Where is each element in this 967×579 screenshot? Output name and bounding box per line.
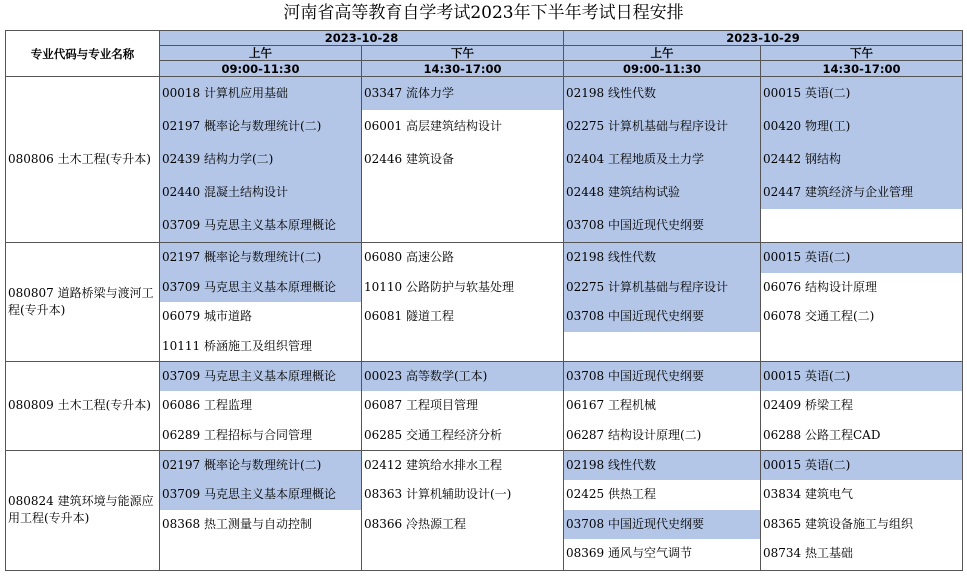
- exam-course-entry: 06087 工程项目管理: [364, 398, 478, 413]
- exam-course-entry: 08369 通风与空气调节: [566, 546, 692, 561]
- major-name-cell: 080809 土木工程(专升本): [6, 362, 160, 451]
- exam-course-entry: 02409 桥梁工程: [763, 398, 853, 413]
- session-time: 09:00-11:30: [564, 61, 761, 77]
- session-header: 下午: [362, 46, 564, 61]
- exam-course-entry: 03709 马克思主义基本原理概论: [160, 480, 361, 510]
- date-header: 2023-10-28: [160, 31, 564, 46]
- exam-course-entry: 06001 高层建筑结构设计: [364, 119, 502, 133]
- exam-course-entry: 02275 计算机基础与程序设计: [564, 110, 760, 143]
- session-time: 09:00-11:30: [160, 61, 362, 77]
- exam-course-entry: 02197 概率论与数理统计(二): [160, 451, 361, 481]
- exam-course-entry: 03709 马克思主义基本原理概论: [160, 362, 361, 391]
- exam-course-entry: 06079 城市道路: [162, 309, 252, 323]
- exam-course-entry: 08366 冷热源工程: [364, 516, 466, 531]
- exam-course-entry: 02198 线性代数: [564, 243, 760, 273]
- exam-course-entry: 02446 建筑设备: [364, 152, 454, 166]
- exam-cell: [362, 77, 564, 243]
- exam-course-entry: 03708 中国近现代史纲要: [564, 209, 760, 242]
- exam-course-entry: 06287 结构设计原理(二): [566, 427, 702, 442]
- session-header: 上午: [160, 46, 362, 61]
- exam-course-entry: 06078 交通工程(二): [763, 309, 875, 323]
- exam-schedule-table: [5, 30, 963, 571]
- exam-course-entry: 02448 建筑结构试验: [564, 176, 760, 209]
- exam-cell: [761, 362, 963, 451]
- schedule-body: [6, 77, 963, 571]
- exam-cell: [761, 450, 963, 570]
- major-column-header: 专业代码与专业名称: [6, 31, 160, 77]
- session-time: 14:30-17:00: [761, 61, 963, 77]
- exam-course-entry: 02440 混凝土结构设计: [160, 176, 361, 209]
- exam-cell: [160, 450, 362, 570]
- exam-cell: [160, 362, 362, 451]
- exam-course-entry: 06288 公路工程CAD: [763, 427, 881, 442]
- exam-cell: [761, 77, 963, 243]
- exam-course-entry: 00023 高等数学(工本): [362, 362, 563, 391]
- exam-course-entry: 03708 中国近现代史纲要: [564, 510, 760, 540]
- exam-cell: [564, 450, 761, 570]
- major-name-cell: 080807 道路桥梁与渡河工程(专升本): [6, 243, 160, 362]
- date-header: 2023-10-29: [564, 31, 963, 46]
- table-row: [6, 450, 963, 570]
- exam-course-entry: 03347 流体力学: [362, 77, 563, 110]
- exam-course-entry: 06081 隧道工程: [364, 309, 454, 323]
- exam-course-entry: 00015 英语(二): [761, 362, 962, 391]
- exam-course-entry: 03709 马克思主义基本原理概论: [160, 209, 361, 242]
- exam-course-entry: 03708 中国近现代史纲要: [564, 362, 760, 391]
- table-row: [6, 77, 963, 243]
- exam-cell: [160, 77, 362, 243]
- exam-course-entry: 02198 线性代数: [564, 77, 760, 110]
- exam-cell: [362, 243, 564, 362]
- exam-course-entry: 03708 中国近现代史纲要: [564, 302, 760, 332]
- exam-course-entry: 02447 建筑经济与企业管理: [761, 176, 962, 209]
- exam-course-entry: 02198 线性代数: [564, 451, 760, 481]
- major-name-cell: 080824 建筑环境与能源应用工程(专升本): [6, 450, 160, 570]
- exam-cell: [362, 450, 564, 570]
- exam-course-entry: 02197 概率论与数理统计(二): [160, 243, 361, 273]
- exam-course-entry: 02439 结构力学(二): [160, 143, 361, 176]
- exam-course-entry: 10110 公路防护与软基处理: [364, 279, 514, 294]
- table-row: [6, 243, 963, 362]
- exam-cell: [362, 362, 564, 451]
- table-row: [6, 362, 963, 451]
- exam-course-entry: 00015 英语(二): [761, 77, 962, 110]
- exam-course-entry: 02275 计算机基础与程序设计: [564, 273, 760, 303]
- exam-course-entry: 00420 物理(工): [761, 110, 962, 143]
- exam-course-entry: 06086 工程监理: [162, 398, 252, 413]
- exam-course-entry: 06167 工程机械: [566, 398, 656, 413]
- exam-course-entry: 06080 高速公路: [364, 250, 454, 264]
- exam-cell: [564, 243, 761, 362]
- page-title: 河南省高等教育自学考试2023年下半年考试日程安排: [283, 3, 684, 23]
- exam-course-entry: 06289 工程招标与合同管理: [162, 427, 312, 442]
- exam-course-entry: 08368 热工测量与自动控制: [162, 516, 312, 531]
- exam-cell: [564, 77, 761, 243]
- exam-course-entry: 08363 计算机辅助设计(一): [364, 487, 512, 502]
- exam-course-entry: 03709 马克思主义基本原理概论: [160, 273, 361, 303]
- exam-course-entry: 00015 英语(二): [761, 243, 962, 273]
- major-name-cell: 080806 土木工程(专升本): [6, 77, 160, 243]
- exam-course-entry: 02197 概率论与数理统计(二): [160, 110, 361, 143]
- exam-course-entry: 02442 钢结构: [761, 143, 962, 176]
- exam-course-entry: 08365 建筑设备施工与组织: [763, 516, 913, 531]
- exam-course-entry: 02412 建筑给水排水工程: [364, 457, 502, 472]
- session-header: 上午: [564, 46, 761, 61]
- exam-cell: [160, 243, 362, 362]
- exam-course-entry: 02425 供热工程: [566, 487, 656, 502]
- exam-cell: [564, 362, 761, 451]
- exam-course-entry: 06076 结构设计原理: [763, 279, 877, 294]
- exam-course-entry: 06285 交通工程经济分析: [364, 427, 502, 442]
- exam-course-entry: 03834 建筑电气: [763, 487, 853, 502]
- exam-course-entry: 02404 工程地质及土力学: [564, 143, 760, 176]
- exam-course-entry: 00015 英语(二): [761, 451, 962, 481]
- exam-cell: [761, 243, 963, 362]
- session-header: 下午: [761, 46, 963, 61]
- exam-course-entry: 00018 计算机应用基础: [160, 77, 361, 110]
- exam-course-entry: 10111 桥涵施工及组织管理: [162, 338, 312, 353]
- exam-course-entry: 08734 热工基础: [763, 546, 853, 561]
- session-time: 14:30-17:00: [362, 61, 564, 77]
